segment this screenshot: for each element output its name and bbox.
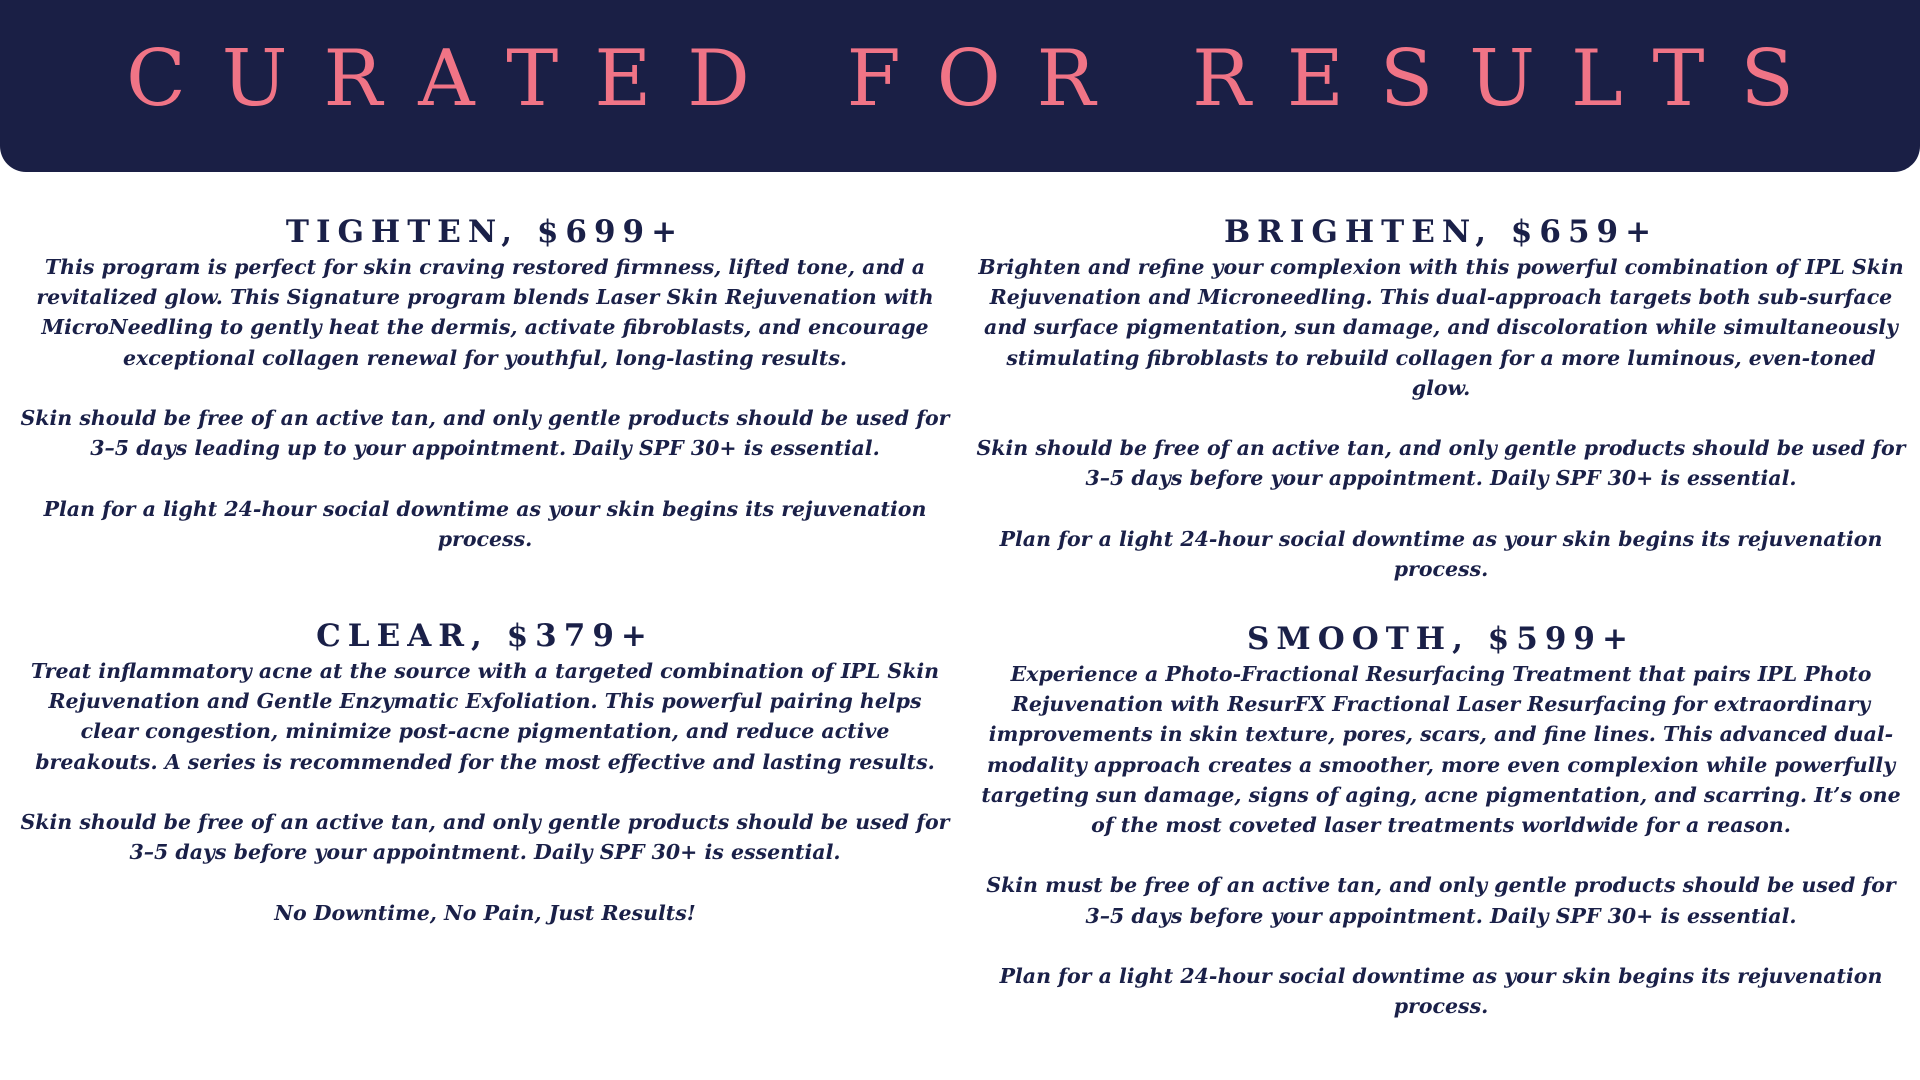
program-description: Treat inflammatory acne at the source with a targeted combination of IPL Skin Rejuvenation and Gentle Enzymatic Exfoliation. This powerful pairing helps clear congestion, minimize post-acne pigmentation, and reduce active breakouts. A series is recommended for the most effective and lasting results. (30, 659, 940, 774)
program-description: Experience a Photo-Fractional Resurfacing Treatment that pairs IPL Photo Rejuvenation with ResurFX Fractional Laser Resurfacing for extraordinary improvements in skin texture, pores, scars, and fine lines. This advanced dual-modality approach creates a smoother, more even complexion while powerfully targeting sun damage, signs of aging, acne pigmentation, and scarring. It’s one of the most coveted laser treatments worldwide for a reason. (981, 662, 1901, 838)
program-card-brighten (976, 212, 1906, 584)
program-prep-note: Skin should be free of an active tan, and only gentle products should be used for 3–5 days before your appointment. Daily SPF 30+ is essential. (976, 436, 1906, 491)
program-card-tighten (20, 212, 950, 554)
program-title: BRIGHTEN, $659+ (1223, 214, 1659, 250)
program-description: Brighten and refine your complexion with this powerful combination of IPL Skin Rejuvenation and Microneedling. This dual-approach targets both sub-surface and surface pigmentation, sun damage, and discoloration while simultaneously stimulating fibroblasts to rebuild collagen for a more luminous, even-toned glow. (978, 255, 1904, 400)
program-prep-note: Skin must be free of an active tan, and only gentle products should be used for 3–5 days before your appointment. Daily SPF 30+ is essential. (986, 873, 1896, 928)
program-downtime-note: Plan for a light 24-hour social downtime as your skin begins its rejuvenation process. (43, 496, 927, 551)
program-card-smooth (976, 619, 1906, 1021)
program-card-clear (20, 616, 950, 928)
program-downtime-note: Plan for a light 24-hour social downtime as your skin begins its rejuvenation process. (999, 526, 1883, 581)
program-title: TIGHTEN, $699+ (285, 214, 685, 250)
header-banner (0, 0, 1920, 172)
page-title: CURATED FOR RESULTS (126, 34, 1830, 124)
program-title: CLEAR, $379+ (316, 618, 654, 654)
program-prep-note: Skin should be free of an active tan, and only gentle products should be used for 3–5 days before your appointment. Daily SPF 30+ is essential. (20, 810, 950, 865)
program-description: This program is perfect for skin craving restored firmness, lifted tone, and a revitalized glow. This Signature program blends Laser Skin Rejuvenation with MicroNeedling to gently heat the dermis, activate fibroblasts, and encourage exceptional collagen renewal for youthful, long-lasting results. (36, 255, 934, 370)
program-downtime-note: No Downtime, No Pain, Just Results! (274, 900, 696, 925)
program-prep-note: Skin should be free of an active tan, and only gentle products should be used for 3–5 days leading up to your appointment. Daily SPF 30+ is essential. (20, 406, 950, 461)
program-title: SMOOTH, $599+ (1247, 621, 1635, 657)
program-downtime-note: Plan for a light 24-hour social downtime as your skin begins its rejuvenation process. (999, 964, 1883, 1019)
